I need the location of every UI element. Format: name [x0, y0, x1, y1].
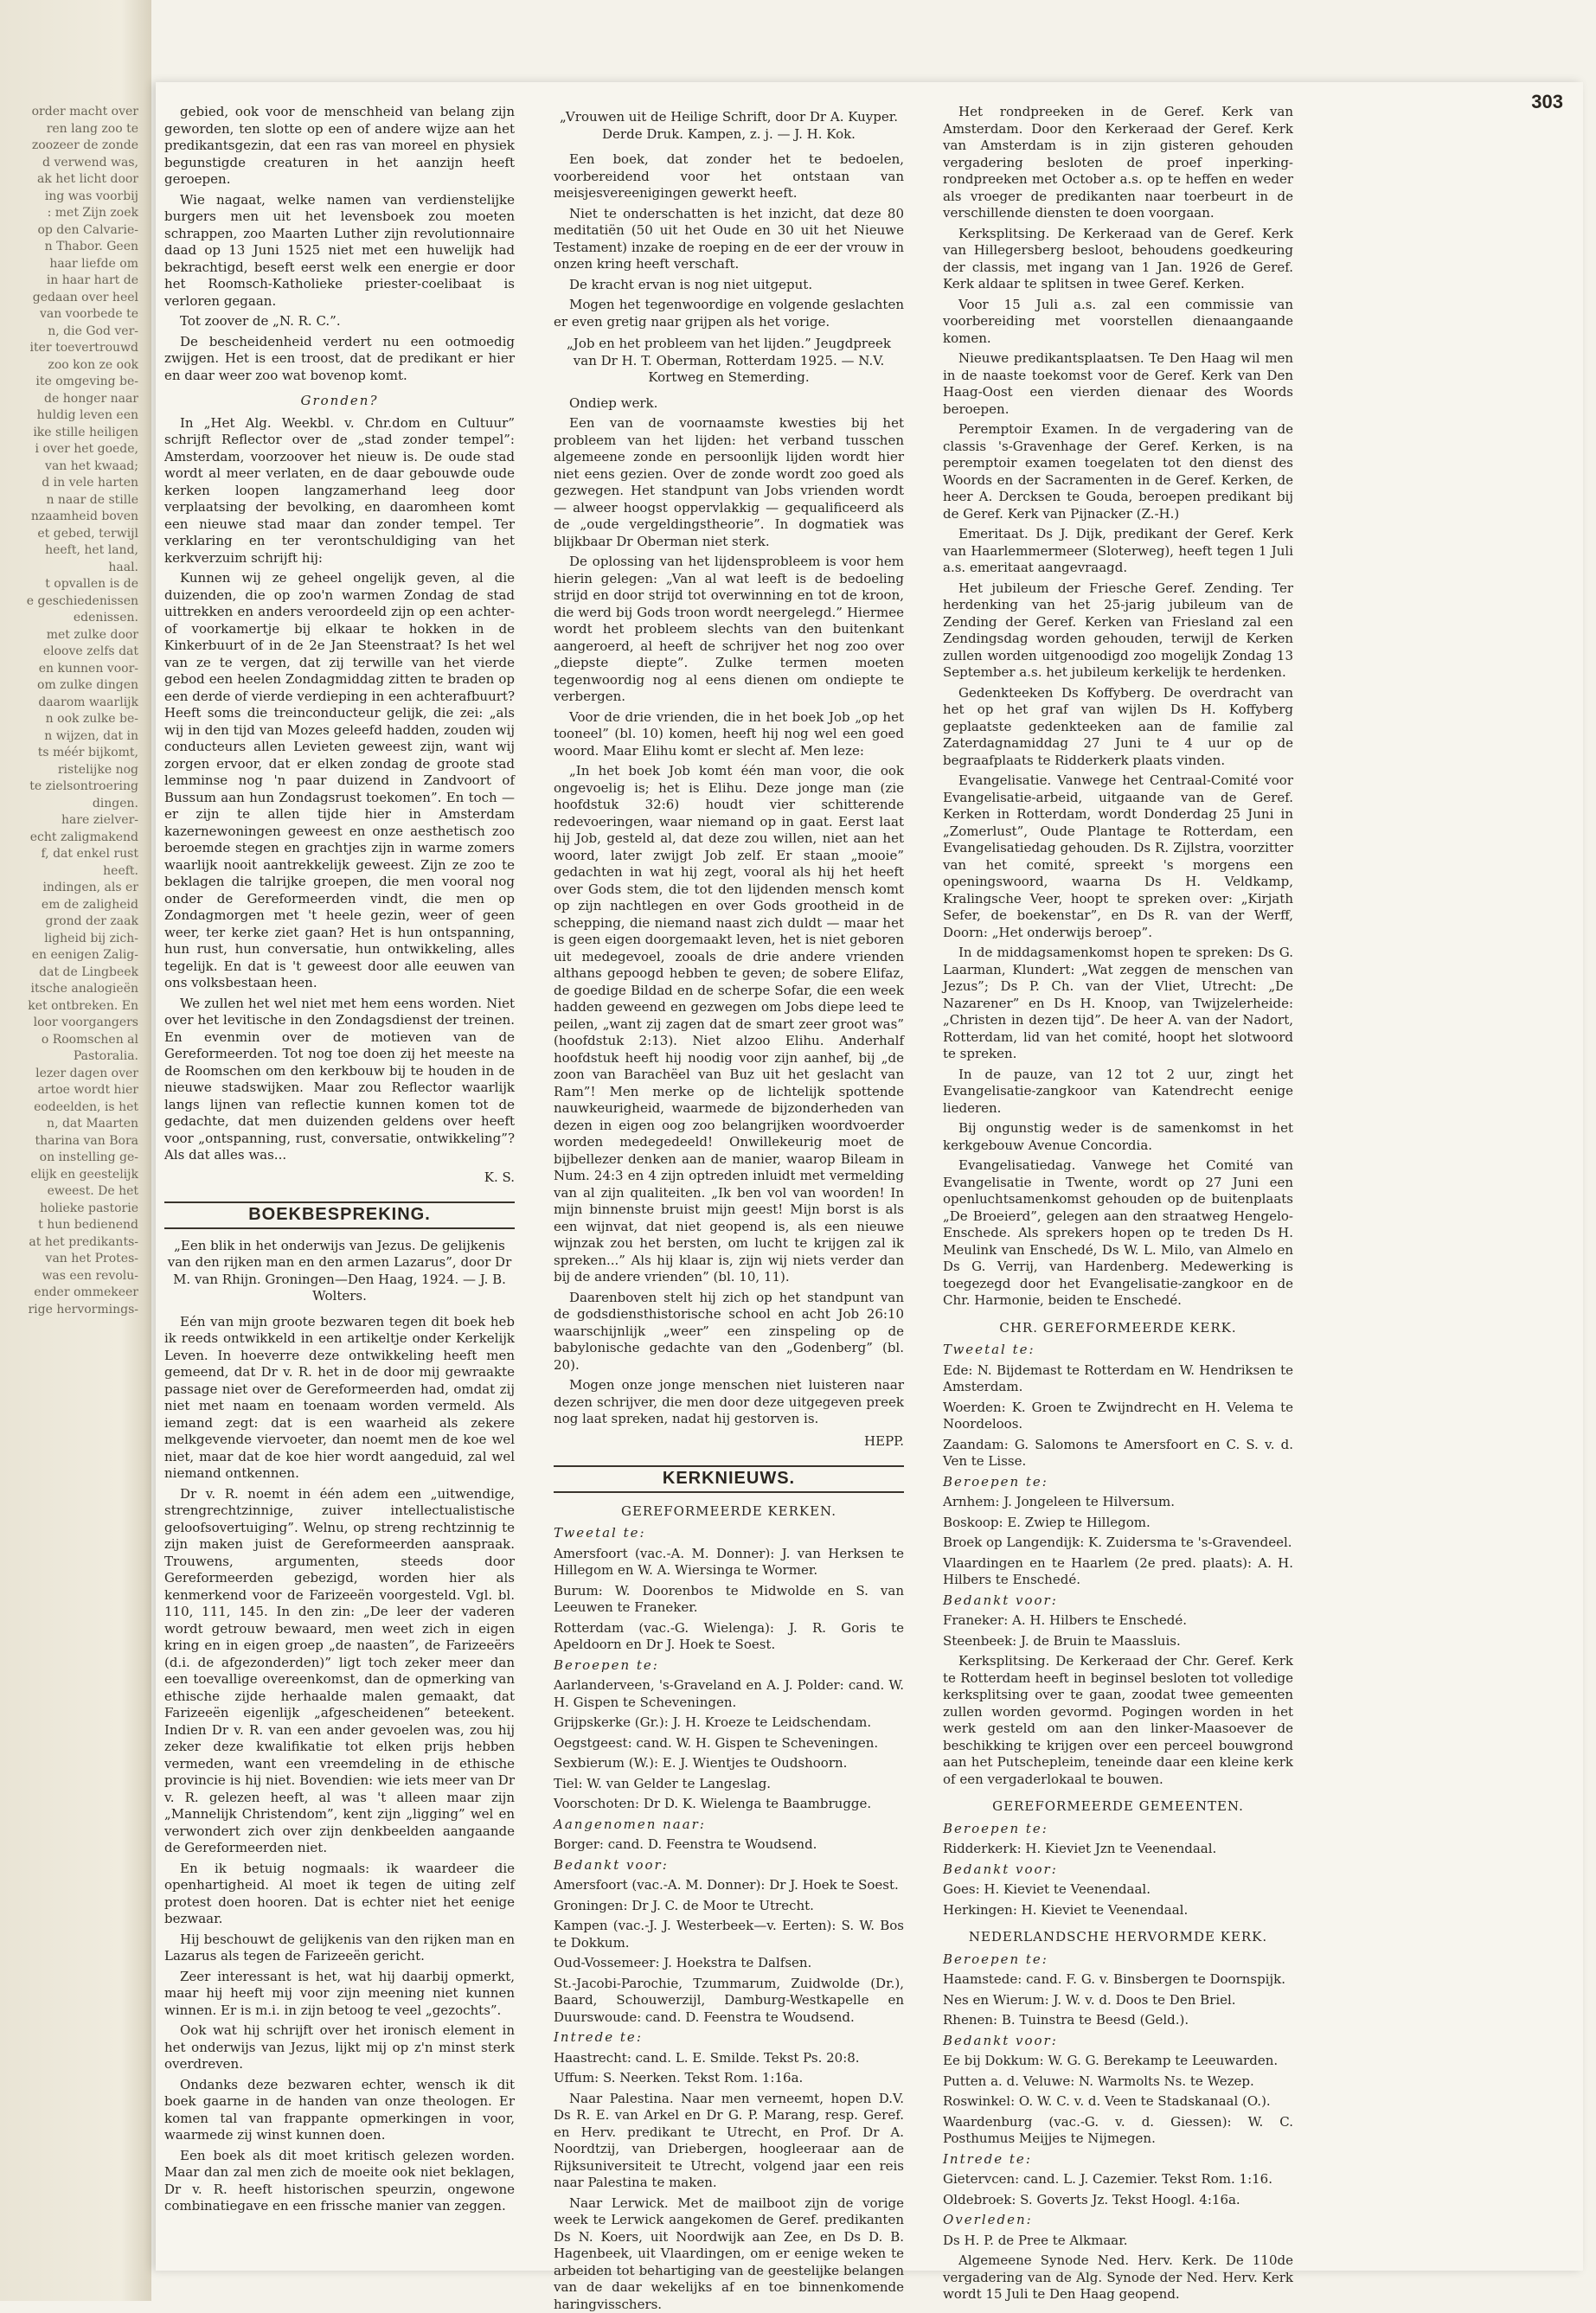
column-1-intro	[164, 104, 515, 384]
boekbespreking-heading: BOEKBESPREKING.	[164, 1201, 515, 1229]
fragment-line: t hun bedienend	[0, 1217, 138, 1234]
fragment-line: itsche analogieën	[0, 981, 138, 998]
kerknieuws-heading: KERKNIEUWS.	[554, 1465, 904, 1493]
paragraph: Ook wat hij schrijft over het ironisch element in het onderwijs van Jezus, lijkt mij op z'n minst sterk overdreven.	[164, 2022, 515, 2073]
fragment-line: i over het goede,	[0, 441, 138, 458]
news-line: Waardenburg (vac.-G. v. d. Giessen): W. C. Posthumus Meijjes te Nijmegen.	[943, 2114, 1293, 2148]
fragment-line: e geschiedenissen	[0, 593, 138, 611]
news-line: St.-Jacobi-Parochie, Tzummarum, Zuidwolde (Dr.), Baard, Schouwerzijl, Damburg-Westkapelle en Duurswoude: cand. D. Feenstra te Woudsend.	[554, 1976, 904, 2027]
fragment-line: n ook zulke be-	[0, 711, 138, 728]
geref-gemeenten-heading: GEREFORMEERDE GEMEENTEN.	[943, 1798, 1293, 1816]
paragraph: Een van de voornaamste kwesties bij het probleem van het lijden: het verband tusschen algemeene zonde en persoonlijk lijden wordt hier niet eens gezien. Over de zonde wordt zoo goed als gezwegen. Het standpunt van Jobs vrienden wordt — alweer hoogst oppervlakkig — gequalificeerd als de „oude vergeldingstheorie”. In dogmatiek was blijkbaar Dr Oberman niet sterk.	[554, 415, 904, 550]
fragment-line: was een revolu-	[0, 1268, 138, 1285]
paragraph: Kunnen wij ze geheel ongelijk geven, al die duizenden, die op zoo'n warmen Zondag de stad uittrekken en anders veroordeeld zijn op een achter- of voorkamertje bij elkaar te hokken in de Kinkerbuurt of in de 2e Jan Steenstraat? Is het wel van ze te vergen, dat zij terwille van het vierde gebod een heelen Zondagmiddag zitten te braden op een derde of vierde verdieping in een achterafbuurt? Heeft soms die treinconducteur gelijk, die zei: „als wij in den tijd van Mozes geleefd hadden, zouden wij conducteurs allen Levieten geweest zijn, want wij zorgen ervoor, dat er elken zondag de groote stad lemminse nog 'n paar duizend in Zandvoort of Bussum aan hun Zondagsrust toekomen”. En toch — er zijn te allen tijde hier in Amsterdam kazernewoningen geweest en onze aesthetisch zoo beroemde stegen en grachtjes zijn in warme zomers waarlijk nooit aantrekkelijk geweest. Zijn ze zoo te beklagen die talrijke groepen, die men vooral nog onder de Gereformeerden vindt, die men op Zondagmorgen met 't heele gezin, weer of geen weer, ter kerke ziet gaan? Het is hun ontspanning, hun rust, hun conversatie, hun ontwikkeling, alles tegelijk. En dat is 't geweest door alle eeuwen van ons volksbestaan heen.	[164, 570, 515, 992]
paragraph: We zullen het wel niet met hem eens worden. Niet over het levitische in den Zondagsdienst der treinen. En evenmin over de motieven van de Gereformeerden. Tot nog toe doen zij het meeste na de Roomschen om den kerkbouw bij te houden in de nieuwe stadswijken. Maar zou Reflector waarlijk langs lijnen van reflectie kunnen komen tot de gedachte, dat men duizenden geldens over heeft voor „ontspanning, rust, conversatie, ontwikkeling”? Als dat alles was...	[164, 996, 515, 1164]
fragment-line: lezer dagen over	[0, 1066, 138, 1083]
fragment-line: dingen.	[0, 796, 138, 813]
paragraph: Mogen het tegenwoordige en volgende geslachten er even gretig naar grijpen als het vorige.	[554, 297, 904, 330]
fragment-line: elijk en geestelijk	[0, 1167, 138, 1184]
fragment-line: Pastoralia.	[0, 1048, 138, 1066]
fragment-line: en eenigen Zalig-	[0, 947, 138, 964]
gereformeerde-kerken-heading: GEREFORMEERDE KERKEN.	[554, 1503, 904, 1521]
fragment-line: order macht over	[0, 104, 138, 121]
paragraph: Daarenboven stelt hij zich op het standpunt van de godsdiensthistorische school en acht Job 26:10 waarschijnlijk „weer” een zinspeling op de babylonische gedachte van den „Godenberg” (bl. 20).	[554, 1290, 904, 1374]
lerwick-item: Naar Lerwick. Met de mailboot zijn de vorige week te Lerwick aangekomen de Geref. predikanten Ds N. Koers, uit Noordwijk aan Zee, en Ds D. B. Hagenbeek, uit Vlaardingen, om er eenige weken te arbeiden tot behartiging van de geestelijke belangen van de daar wekelijks af en toe binnenkomende haringvisschers.	[554, 2195, 904, 2313]
scan-left-margin	[0, 0, 151, 2301]
news-subheading: Bedankt voor:	[943, 1861, 1293, 1879]
paragraph: En ik betuig nogmaals: ik waardeer die openhartigheid. Al moet ik tegen de uiting zelf protest doen hooren. Dat is echter niet het eenige bezwaar.	[164, 1861, 515, 1928]
news-line: Oegstgeest: cand. W. H. Gispen te Scheveningen.	[554, 1735, 904, 1752]
chr-geref-news	[943, 1342, 1293, 1650]
fragment-line: edenissen.	[0, 610, 138, 627]
news-line: Aarlanderveen, 's-Graveland en A. J. Polder: cand. W. H. Gispen te Scheveningen.	[554, 1677, 904, 1711]
fragment-line: ligheid bij zich-	[0, 931, 138, 948]
paragraph: Tot zoover de „N. R. C.”.	[164, 313, 515, 330]
news-line: Woerden: K. Groen te Zwijndrecht en H. Velema te Noordeloos.	[943, 1400, 1293, 1433]
news-item: In de middagsamenkomst hopen te spreken: Ds G. Laarman, Klundert: „Wat zeggen de menschen van Jezus”; Ds P. Ch. van der Vliet, Utrecht: „De Nazarener” en Ds H. Knoop, van Twijzelerheide: „Christen in dezen tijd”. De heer A. van der Nadort, Rotterdam, lid van het comité, hoopt het slotwoord te spreken.	[943, 945, 1293, 1063]
news-line: Ridderkerk: H. Kieviet Jzn te Veenendaal.	[943, 1841, 1293, 1858]
news-line: Arnhem: J. Jongeleen te Hilversum.	[943, 1494, 1293, 1511]
news-item: Gedenkteeken Ds Koffyberg. De overdracht van het op het graf van wijlen Ds H. Koffyberg geplaatste gedenkteeken aan de familie zal Zaterdagnamiddag 27 Juni te 4 uur op de begraafplaats te Ridderkerk plaats vinden.	[943, 685, 1293, 770]
news-item: In de pauze, van 12 tot 2 uur, zingt het Evangelisatie-zangkoor van Katendrecht eenige liederen.	[943, 1067, 1293, 1118]
paragraph: De oplossing van het lijdensprobleem is voor hem hierin gelegen: „Van al wat leeft is de bedoeling strijd en door strijd tot overwinning en tot de kroon, die werd bij Gods troon wordt neergelegd.” Hiermee wordt het probleem slechts van den buitenkant aangeroerd, al heeft de schrijver het nog zoo over „diepste diepte”. Zulke termen moeten tegenwoordig nog al eens dienen om ondiepte te verbergen.	[554, 554, 904, 706]
news-line: Voorschoten: Dr D. K. Wielenga te Baambrugge.	[554, 1796, 904, 1813]
book-1-title: „Een blik in het onderwijs van Jezus. De gelijkenis van den rijken man en den armen Lazarus”, door Dr M. van Rhijn. Groningen—Den Haag, 1924. — J. B. Wolters.	[164, 1238, 515, 1305]
news-line: Borger: cand. D. Feenstra te Woudsend.	[554, 1836, 904, 1854]
gronden-heading: Gronden?	[164, 393, 515, 410]
news-line: Tiel: W. van Gelder te Langeslag.	[554, 1776, 904, 1793]
fragment-line: haar liefde om	[0, 256, 138, 273]
paragraph: Eén van mijn groote bezwaren tegen dit boek heb ik reeds ontwikkeld in een artikeltje onder Kerkelijk Leven. In hoeverre deze ontwikkeling heeft men gemeend, dat Dr v. R. het in de door mij gewraakte passage niet over de Gereformeerden had, omdat zij niet met naam en toenaam worden vermeld. Als iemand zegt: dat is een waarheid als zekere melkgevende viervoeter, dan noemt men de koe wel niet, maar dat de koe hier wordt aangeduid, zal wel niemand ontkennen.	[164, 1314, 515, 1483]
news-line: Steenbeek: J. de Bruin te Maassluis.	[943, 1633, 1293, 1650]
fragment-line: gedaan over heel	[0, 290, 138, 307]
news-subheading: Bedankt voor:	[943, 2033, 1293, 2050]
news-subheading: Intrede te:	[943, 2151, 1293, 2169]
gronden-article	[164, 415, 515, 1164]
fragment-line: en kunnen voor-	[0, 661, 138, 678]
paragraph: Wie nagaat, welke namen van verdienstelijke burgers men uit het levensboek zou moeten schrappen, zoo Maarten Luther zijn revolutionnaire daad op 13 Juni 1525 niet met een huwelijk had bekrachtigd, beseft eerst welk een energie er door het Roomsch-Katholieke priester-coelibaat is verloren gegaan.	[164, 192, 515, 311]
news-subheading: Aangenomen naar:	[554, 1816, 904, 1834]
news-line: Ee bij Dokkum: W. G. G. Berekamp te Leeuwarden.	[943, 2053, 1293, 2070]
news-line: Nes en Wierum: J. W. v. d. Doos te Den Briel.	[943, 1992, 1293, 2009]
news-line: Gietervcen: cand. L. J. Cazemier. Tekst Rom. 1:16.	[943, 2171, 1293, 2188]
fragment-line: on instelling ge-	[0, 1150, 138, 1167]
news-line: Franeker: A. H. Hilbers te Enschedé.	[943, 1612, 1293, 1630]
herv-kerk-news	[943, 1951, 1293, 2250]
column-2	[554, 104, 904, 2184]
fragment-line: in haar hart de	[0, 272, 138, 290]
fragment-line: ite omgeving be-	[0, 374, 138, 391]
fragment-line: huldig leven een	[0, 407, 138, 425]
fragment-line: eweest. De het	[0, 1183, 138, 1201]
news-line: Burum: W. Doorenbos te Midwolde en S. van Leeuwen te Franeker.	[554, 1583, 904, 1617]
fragment-line: tharina van Bora	[0, 1133, 138, 1150]
fragment-line: iter toevertrouwd	[0, 340, 138, 357]
fragment-line: heeft.	[0, 863, 138, 881]
fragment-line: dat de Lingbeek	[0, 964, 138, 982]
fragment-line: de honger naar	[0, 391, 138, 408]
column-1	[164, 104, 515, 2184]
news-line: Uffum: S. Neerken. Tekst Rom. 1:16a.	[554, 2070, 904, 2087]
news-line: Haastrecht: cand. L. E. Smilde. Tekst Ps. 20:8.	[554, 2050, 904, 2067]
fragment-line: eloove zelfs dat	[0, 644, 138, 661]
book-2-review	[554, 151, 904, 330]
news-line: Putten a. d. Veluwe: N. Warmolts Ns. te Wezep.	[943, 2073, 1293, 2091]
news-line: Oud-Vossemeer: J. Hoekstra te Dalfsen.	[554, 1955, 904, 1972]
fragment-line: nzaamheid boven	[0, 509, 138, 526]
fragment-line: van het Protes-	[0, 1251, 138, 1268]
fragment-line: n wijzen, dat in	[0, 728, 138, 746]
paragraph: De bescheidenheid verdert nu een ootmoedig zwijgen. Het is een troost, dat de predikant er hier en daar weer zoo wat bovenop komt.	[164, 334, 515, 385]
news-subheading: Beroepen te:	[943, 1951, 1293, 1969]
fragment-line: ts méér bijkomt,	[0, 745, 138, 762]
news-subheading: Bedankt voor:	[554, 1857, 904, 1874]
news-line: Ede: N. Bijdemast te Rotterdam en W. Hendriksen te Amsterdam.	[943, 1362, 1293, 1396]
geref-gemeenten-news	[943, 1821, 1293, 1919]
news-item: Nieuwe predikantsplaatsen. Te Den Haag wil men in de naaste toekomst voor de Geref. Kerk van Den Haag-Oost een vierden dienaar des Woords beroepen.	[943, 350, 1293, 418]
fragment-line: n naar de stille	[0, 492, 138, 509]
news-item: Bij ongunstig weder is de samenkomst in het kerkgebouw Avenue Concordia.	[943, 1120, 1293, 1154]
paragraph: Niet te onderschatten is het inzicht, dat deze 80 meditatiën (50 uit het Oude en 30 uit het Nieuwe Testament) inzake de roeping en de eer der vrouw in onzen kring heeft verschaft.	[554, 206, 904, 273]
fragment-line: ike stille heiligen	[0, 425, 138, 442]
news-item: Evangelisatiedag. Vanwege het Comité van Evangelisatie in Twente, wordt op 27 Juni een openluchtsamenkomst gehouden op de buitenplaats „De Broeierd”, gelegen aan den straatweg Hengelo-Enschede. Als sprekers hopen op te treden Ds H. Meulink van Enschedé, Ds W. L. Milo, van Almelo en Ds G. Verrij, van Hardenberg. Medewerking is toegezegd door het Evangelisatie-zangkoor en de Chr. Harmonie, beiden te Enschedé.	[943, 1157, 1293, 1310]
fragment-line: daarom waarlijk	[0, 695, 138, 712]
paragraph: Dr v. R. noemt in één adem een „uitwendige, strengrechtzinnige, zuiver intellectualistische geloofsovertuiging”. Welnu, op streng rechtzinnig te zijn maken juist de Gereformeerden aanspraak. Trouwens, argumenten, steeds door Gereformeerden gebezigd, worden hier als kenmerkend voor de Farizeeën voorgesteld. Vgl. bl. 110, 111, 145. In den zin: „De leer der vaderen wordt getrouw bewaard, men weet zich in eigen kring en in eigen groep „de naasten”, de Farizeeërs (d.i. de afgezonderden)” ligt toch zeker meer dan een toevallige overeenkomst, dan de opmerking van ethische zijde herhaalde malen gemaakt, dat Farizeeën eigenlijk „afgescheidenen” beteekent. Indien Dr v. R. van een ander gevoelen was, zou hij zeker deze kwalifikatie tot elken prijs hebben vermeden, want een vreemdeling in de ethische provincie is hij niet. Bovendien: wie iets meer van Dr v. R. gelezen heeft, al was 't alleen maar zijn „Mannelijk Christendom”, kent zijn „ligging” wel en verwondert zich over zijn denkbeelden aangaande de Gereformeerden niet.	[164, 1486, 515, 1857]
book-2-title: „Vrouwen uit de Heilige Schrift, door Dr A. Kuyper. Derde Druk. Kampen, z. j. — J. H. Kok.	[554, 109, 904, 143]
fragment-line: indingen, als er	[0, 880, 138, 897]
paragraph: „In het boek Job komt één man voor, die ook ongevoelig is; het is Elihu. Deze jonge man (zie hoofdstuk 32:6) houdt vier schitterende redevoeringen, waar niemand op in gaat. Eerst laat hij Job, gesteld al, dat deze zou willen, niet aan het woord, later zwijgt Job zelf. Er staan „mooie” gedachten in wat hij zegt, vooral als hij het heeft over Gods stem, die tot den lijdenden mensch komt op zijn nachtlegen en over Gods grootheid in de schepping, die niemand naast zich duldt — maar het is geen eigen doorgemaakt leven, het is niet geboren uit medegevoel, zooals de drie andere vrienden althans gepoogd hebben te geven; de sobere Elifaz, de goedige Bildad en de scherpe Sofar, die een week hadden geweend en gezwegen om Jobs diepe leed te peilen, „want zij zagen dat de smart zeer groot was” (hoofdstuk 2:13). Niet alzoo Elihu. Anderhalf hoofdstuk heeft hij noodig voor zijn aanhef, bij „de zoon van Barachëel van Buz uit het geslacht van Ram”! Men merke op de lichtelijk spottende nauwkeurigheid, waarmede de bijzonderheden van dezen in eigen oog zoo belangrijken woordvoerder worden medegedeeld! Onwillekeurig moet de bijbellezer denken aan de manier, waarop Bileam in Num. 24:3 en 4 zijn optreden inluidt met vermelding van al zijn qualiteiten. „Ik ben vol van woorden! In mijn binnenste bruist mijn geest! Mijn borst is als een wijnvat, dat niet geopend is, als een nieuwe wijnzak zou het bersten, om lucht te krijgen zal ik spreken...” Als hij klaar is, zijn wij niets verder dan bij de andere vrienden” (bl. 10, 11).	[554, 763, 904, 1286]
fragment-line: met zulke door	[0, 627, 138, 644]
fragment-line: grond der zaak	[0, 913, 138, 931]
news-line: Amersfoort (vac.-A. M. Donner): J. van Herksen te Hillegom en W. A. Wiersinga te Wormer.	[554, 1546, 904, 1579]
fragment-line: haal.	[0, 560, 138, 577]
news-item: Het rondpreeken in de Geref. Kerk van Amsterdam. Door den Kerkeraad der Geref. Kerk van Amsterdam is in zijn gisteren gehouden vergadering besloten de proef inperking-rondpreeken met October a.s. op te heffen en weder als vroeger de predikanten naar toerbeurt in de verschillende diensten te doen voorgaan.	[943, 104, 1293, 222]
fragment-line: zoozeer de zonde	[0, 138, 138, 155]
fragment-line: ket ontbreken. En	[0, 998, 138, 1016]
fragment-line: n, die God ver-	[0, 324, 138, 341]
fragment-line: d in vele harten	[0, 475, 138, 492]
news-line: Boskoop: E. Zwiep te Hillegom.	[943, 1515, 1293, 1532]
fragment-line: van voorbede te	[0, 306, 138, 324]
fragment-line: ren lang zoo te	[0, 121, 138, 138]
news-line: Zaandam: G. Salomons te Amersfoort en C. S. v. d. Ven te Lisse.	[943, 1437, 1293, 1470]
news-line: Herkingen: H. Kieviet te Veenendaal.	[943, 1902, 1293, 1919]
fragment-line: van het kwaad;	[0, 458, 138, 476]
news-item: Evangelisatie. Vanwege het Centraal-Comité voor Evangelisatie-arbeid, uitgaande van de Geref. Kerken in Rotterdam, wordt Donderdag 25 Juni in „Zomerlust”, Oude Plantage te Rotterdam, een Evangelisatiedag gehouden. Ds R. Zijlstra, voorzitter van het comité, spreekt 's morgens een openingswoord, waarna Ds H. Veldkamp, Kralingsche Veer, hoopt te spreken over: „Kirjath Sefer, de boekenstar”, en Ds R. van der Werff, Doorn: „Het onderwijs beroep”.	[943, 772, 1293, 941]
paragraph: Ondanks deze bezwaren echter, wensch ik dit boek gaarne in de handen van onze theologen. Er komen tal van frappante opmerkingen in voor, waarmede zij winst kunnen doen.	[164, 2077, 515, 2144]
fragment-line: echt zaligmakend	[0, 830, 138, 847]
fragment-line: em de zaligheid	[0, 897, 138, 914]
news-subheading: Beroepen te:	[943, 1821, 1293, 1838]
news-line: Sexbierum (W.): E. J. Wientjes te Oudshoorn.	[554, 1755, 904, 1772]
fragment-line: artoe wordt hier	[0, 1082, 138, 1099]
fragment-line: t opvallen is de	[0, 576, 138, 593]
news-line: Rotterdam (vac.-G. Wielenga): J. R. Goris te Apeldoorn en Dr J. Hoek te Soest.	[554, 1620, 904, 1654]
news-subheading: Tweetal te:	[554, 1525, 904, 1542]
paragraph: Zeer interessant is het, wat hij daarbij opmerkt, maar hij heeft mij voor zijn meening niet kunnen winnen. Er is m.i. in zijn betoog te veel „gezochts”.	[164, 1969, 515, 2020]
news-item: Het jubileum der Friesche Geref. Zending. Ter herdenking van het 25-jarig jubileum van de Zending der Geref. Kerken van Friesland zal een Zendingsdag worden gehouden, terwijl de Kerken zullen worden uitgenoodigd zoo mogelijk Zondag 13 September a.s. het jubileum kerkelijk te herdenken.	[943, 580, 1293, 682]
fragment-line: d verwend was,	[0, 155, 138, 172]
chr-kerksplitsing-item: Kerksplitsing. De Kerkeraad der Chr. Geref. Kerk te Rotterdam heeft in beginsel besloten tot volledige kerksplitsing over te gaan, zoodat twee gemeenten zullen worden gevormd. Pogingen worden in het werk gesteld om aan den linker-Maasoever de beschikking te krijgen over een perceel bouwgrond aan het Putschepleim, teneinde daar een kleine kerk of een vergaderlokaal te bouwen.	[943, 1653, 1293, 1788]
news-subheading: Beroepen te:	[554, 1657, 904, 1675]
paragraph: Een boek, dat zonder het te bedoelen, voorbereidend voor het ontstaan van meisjesvereenigingen gewerkt heeft.	[554, 151, 904, 202]
paragraph: In „Het Alg. Weekbl. v. Chr.dom en Cultuur” schrijft Reflector over de „stad zonder tempel”: Amsterdam, voorzoover het nieuw is. De oude stad wordt al meer verlaten, en de daar gebouwde oude kerken loopen langzamerhand leeg door verplaatsing der bevolking, en daaromheen komt een nieuwe stad maar dan zonder tempel. Ter verklaring en ter verontschuldiging van het kerkverzuim schrijft hij:	[164, 415, 515, 567]
book-3-review	[554, 395, 904, 1428]
synode-item: Algemeene Synode Ned. Herv. Kerk. De 110de vergadering van de Alg. Synode der Ned. Herv. Kerk wordt 15 Juli te Den Haag geopend.	[943, 2252, 1293, 2303]
herv-kerk-heading: NEDERLANDSCHE HERVORMDE KERK.	[943, 1929, 1293, 1946]
fragment-line: n Thabor. Geen	[0, 239, 138, 256]
paragraph: gebied, ook voor de menschheid van belang zijn geworden, ten slotte op een of andere wijze aan het predikantsgezin, dat een ras van moreel en physiek begunstigde creaturen in het aanzijn heeft geroepen.	[164, 104, 515, 189]
paragraph: Een boek als dit moet kritisch gelezen worden. Maar dan zal men zich de moeite ook niet beklagen, Dr v. R. heeft historischen speurzin, ongewone combinatiegave en een frissche manier van zeggen.	[164, 2148, 515, 2215]
paragraph: Hij beschouwt de gelijkenis van den rijken man en Lazarus als tegen de Farizeeën gericht.	[164, 1932, 515, 1965]
paragraph: Voor de drie vrienden, die in het boek Job „op het tooneel” (bl. 10) komen, heeft hij nog wel een goed woord. Maar Elihu komt er slecht af. Men leze:	[554, 709, 904, 760]
paragraph: Ondiep werk.	[554, 395, 904, 413]
news-item: Voor 15 Juli a.s. zal een commissie van voorbereiding met voorstellen dienaangaande komen.	[943, 297, 1293, 348]
page-number: 303	[1531, 91, 1563, 113]
news-item: Peremptoir Examen. In de vergadering van de classis 's-Gravenhage der Geref. Kerken, is na peremptoir examen toegelaten tot den dienst des Woords en der Sacramenten in de Geref. Kerken, de heer A. Dercksen te Gouda, beroepen predikant bij de Geref. Kerk van Pijnacker (Z.-H.)	[943, 421, 1293, 522]
fragment-line: holieke pastorie	[0, 1201, 138, 1218]
chr-geref-heading: CHR. GEREFORMEERDE KERK.	[943, 1320, 1293, 1337]
news-line: Kampen (vac.-J. J. Westerbeek—v. Eerten): S. W. Bos te Dokkum.	[554, 1918, 904, 1951]
book-3-signature: HEPP.	[554, 1433, 904, 1451]
fragment-line: f, dat enkel rust	[0, 846, 138, 863]
news-item: Kerksplitsing. De Kerkeraad van de Geref. Kerk van Hillegersberg besloot, behoudens goedkeuring der classis, met ingang van 1 Jan. 1926 de Geref. Kerk aldaar te splitsen in twee Geref. Kerken.	[943, 226, 1293, 293]
fragment-line: ender ommekeer	[0, 1285, 138, 1302]
fragment-line: ristelijke nog	[0, 762, 138, 779]
fragment-line: op den Calvarie-	[0, 222, 138, 240]
fragment-line: eodeelden, is het	[0, 1099, 138, 1117]
previous-page-fragments	[0, 104, 138, 2180]
fragment-line: te zielsontroering	[0, 778, 138, 796]
news-line: Vlaardingen en te Haarlem (2e pred. plaats): A. H. Hilbers te Enschedé.	[943, 1555, 1293, 1589]
news-line: Broek op Langendijk: K. Zuidersma te 's-Gravendeel.	[943, 1535, 1293, 1552]
news-line: Oldebroek: S. Goverts Jz. Tekst Hoogl. 4:16a.	[943, 2192, 1293, 2209]
news-subheading: Intrede te:	[554, 2029, 904, 2047]
fragment-line: zoo kon ze ook	[0, 357, 138, 375]
news-subheading: Overleden:	[943, 2212, 1293, 2229]
fragment-line: ak het licht door	[0, 171, 138, 189]
book-3-title: „Job en het probleem van het lijden.” Jeugdpreek van Dr H. T. Oberman, Rotterdam 1925. — N.V. Kortweg en Stemerding.	[554, 336, 904, 387]
gronden-signature: K. S.	[164, 1169, 515, 1187]
news-line: Goes: H. Kieviet te Veenendaal.	[943, 1881, 1293, 1899]
news-line: Roswinkel: O. W. C. v. d. Veen te Stadskanaal (O.).	[943, 2093, 1293, 2111]
news-line: Ds H. P. de Pree te Alkmaar.	[943, 2233, 1293, 2250]
fragment-line: n, dat Maarten	[0, 1116, 138, 1133]
fragment-line: rige hervormings-	[0, 1302, 138, 1319]
news-line: Groningen: Dr J. C. de Moor te Utrecht.	[554, 1898, 904, 1915]
fragment-line: o Roomschen al	[0, 1032, 138, 1049]
fragment-line: ing was voorbij	[0, 189, 138, 206]
church-news-items	[943, 104, 1293, 1310]
fragment-line: : met Zijn zoek	[0, 205, 138, 222]
news-line: Haamstede: cand. F. G. v. Binsbergen te Doornspijk.	[943, 1971, 1293, 1989]
fragment-line: loor voorgangers	[0, 1015, 138, 1032]
news-subheading: Tweetal te:	[943, 1342, 1293, 1359]
news-subheading: Beroepen te:	[943, 1474, 1293, 1491]
news-line: Grijpskerke (Gr.): J. H. Kroeze te Leidschendam.	[554, 1714, 904, 1732]
fragment-line: om zulke dingen	[0, 677, 138, 695]
kerknieuws-list	[554, 1525, 904, 2087]
book-1-review	[164, 1314, 515, 2215]
news-item: Emeritaat. Ds J. Dijk, predikant der Geref. Kerk van Haarlemmermeer (Sloterweg), heeft tegen 1 Juli a.s. emeritaat aangevraagd.	[943, 526, 1293, 577]
news-line: Amersfoort (vac.-A. M. Donner): Dr J. Hoek te Soest.	[554, 1877, 904, 1894]
news-subheading: Bedankt voor:	[943, 1592, 1293, 1610]
paragraph: Mogen onze jonge menschen niet luisteren naar dezen schrijver, die men door deze uitgegeven preek nog laat spreken, nadat hij gestorven is.	[554, 1377, 904, 1428]
fragment-line: heeft, het land,	[0, 542, 138, 560]
palestina-item: Naar Palestina. Naar men verneemt, hopen D.V. Ds R. E. van Arkel en Dr G. P. Marang, resp. Geref. en Herv. predikant te Utrecht, en Prof. Dr A. Noordtzij, van Driebergen, hoogleeraar aan de Rijksuniversiteit te Utrecht, volgend jaar een reis naar Palestina te maken.	[554, 2091, 904, 2192]
paragraph: De kracht ervan is nog niet uitgeput.	[554, 277, 904, 294]
fragment-line: at het predikants-	[0, 1234, 138, 1252]
fragment-line: hare zielver-	[0, 812, 138, 830]
column-3	[943, 104, 1293, 2184]
fragment-line: et gebed, terwijl	[0, 526, 138, 543]
news-line: Rhenen: B. Tuinstra te Beesd (Geld.).	[943, 2012, 1293, 2029]
